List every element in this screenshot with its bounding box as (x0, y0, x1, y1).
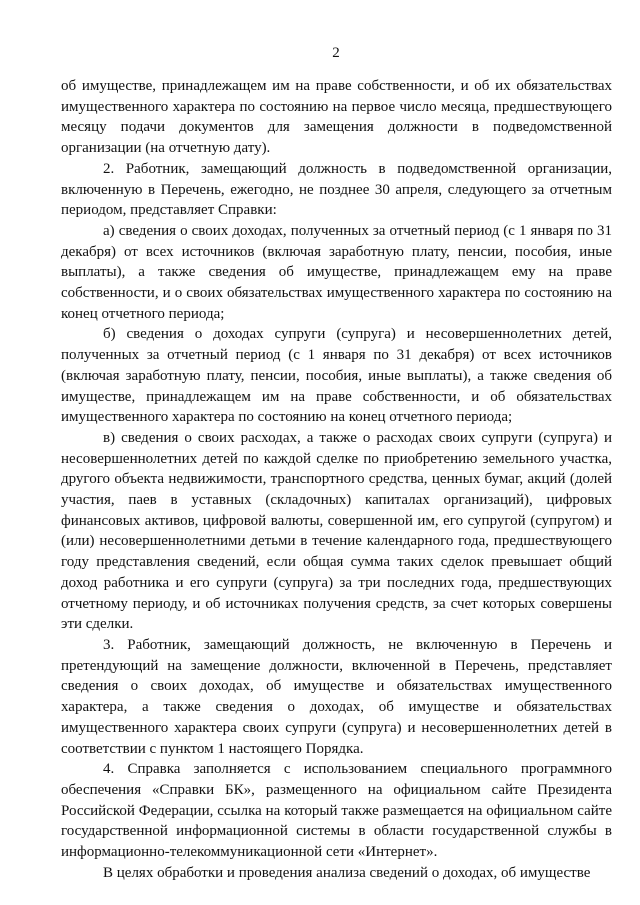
document-body (61, 76, 612, 883)
paragraph-item-2: 2. Работник, замещающий должность в подведомственной организации, включенную в Перечень, ежегодно, не позднее 30 апреля, следующего за отчетным периодом, представляет Справки: (61, 160, 612, 219)
paragraph-item-4: 4. Справка заполняется с использованием специального программного обеспечения «Справки БК», размещенного на официальном сайте Президента Российской Федерации, ссылка на который также размещается на официальном сайте государственной информационной системы в области государственной службы в информационно-телекоммуникационной сети «Интернет». (61, 761, 612, 861)
paragraph-final: В целях обработки и проведения анализа сведений о доходах, об имуществе (103, 864, 591, 881)
paragraph-subitem-v: в) сведения о своих расходах, а также о расходах своих супруги (супруга) и несовершеннолетних детей по каждой сделке по приобретению земельного участка, другого объекта недвижимости, транспортного средства, ценных бумаг, акций (долей участия, паев в уставных (складочных) капиталах организаций), цифровых финансовых активов, цифровой валюты, совершенной им, его супругой (супругом) и (или) несовершеннолетними детьми в течение календарного года, предшествующего году представления сведений, если общая сумма таких сделок превышает общий доход работника и его супруги (супруга) за три последних года, предшествующих отчетному периоду, и об источниках получения средств, за счет которых совершены эти сделки. (61, 429, 612, 633)
paragraph-continuation: об имуществе, принадлежащем им на праве собственности, и об их обязательствах имущественного характера по состоянию на первое число месяца, предшествующего месяцу подачи документов для замещения должности в подведомственной организации (на отчетную дату). (61, 78, 612, 157)
paragraph-item-3: 3. Работник, замещающий должность, не включенную в Перечень и претендующий на замещение должности, включенной в Перечень, представляет сведения о своих доходах, об имуществе и обязательствах имущественного характера, а также сведения о доходах, об имуществе и обязательствах имущественного характера своих супруги (супруга) и несовершеннолетних детей в соответствии с пунктом 1 настоящего Порядка. (61, 636, 612, 757)
paragraph-subitem-b: б) сведения о доходах супруги (супруга) и несовершеннолетних детей, полученных за отчетный период (с 1 января по 31 декабря) от всех источников (включая заработную плату, пенсии, пособия, иные выплаты), а также сведения об имуществе, принадлежащем им на праве собственности, и об обязательствах имущественного характера по состоянию на конец отчетного периода; (61, 326, 612, 426)
page-number: 2 (332, 45, 340, 61)
paragraph-subitem-a: а) сведения о своих доходах, полученных за отчетный период (с 1 января по 31 декабря) от всех источников (включая заработную плату, пенсии, пособия, иные выплаты), а также сведения об имуществе, принадлежащем ему на праве собственности, и о своих обязательствах имущественного характера по состоянию на конец отчетного периода; (61, 222, 612, 322)
